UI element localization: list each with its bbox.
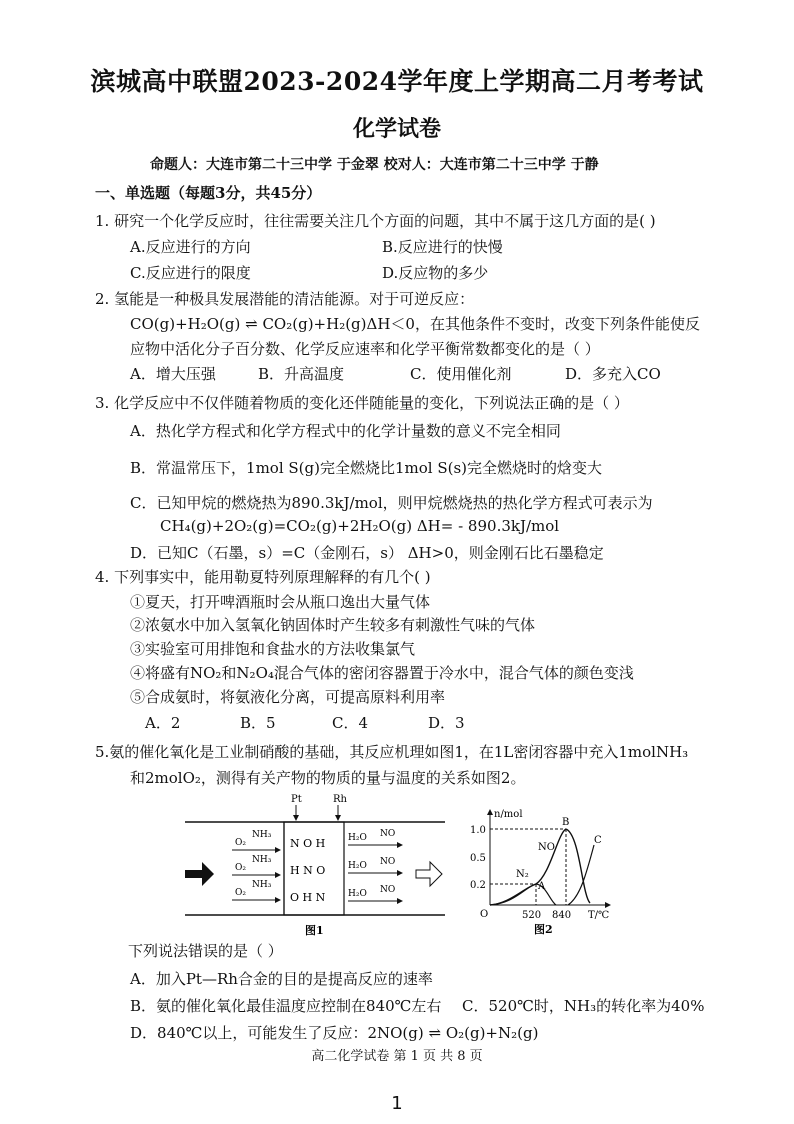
x-tick-520: 520	[522, 910, 542, 921]
q3-option-c: C．已知甲烷的燃烧热为890.3kJ/mol，则甲烷燃烧热的热化学方程式可表示为	[130, 494, 653, 512]
q1-option-d: D.反应物的多少	[382, 264, 489, 282]
q3-option-a: A．热化学方程式和化学方程式中的化学计量数的意义不完全相同	[130, 422, 561, 440]
point-a-label: A	[538, 881, 546, 892]
q1-option-b: B.反应进行的快慢	[382, 238, 503, 256]
y-axis-label: n/mol	[494, 809, 523, 820]
reactant-group-1	[232, 830, 280, 850]
page-title: 滨城高中联盟2023-2024学年度上学期高二月考考试	[90, 67, 704, 96]
q4-option-b: B．5	[240, 714, 276, 732]
reactant-group-3	[232, 880, 280, 900]
nh3-label: NH₃	[252, 855, 272, 865]
h2o-label: H₂O	[348, 833, 367, 843]
q2-option-c: C．使用催化剂	[410, 365, 512, 383]
point-c-label: C	[594, 835, 602, 846]
reactant-group-2	[232, 855, 280, 875]
q2-option-a: A．增大压强	[130, 365, 216, 383]
catalyst-row-2: H N O	[290, 864, 326, 877]
figure-1-caption: 图1	[305, 924, 324, 937]
q5-stem: 5.氨的催化氧化是工业制硝酸的基础，其反应机理如图1，在1L密闭容器中充入1molNH₃	[95, 743, 689, 761]
nh3-label: NH₃	[252, 880, 272, 890]
inlet-arrow	[185, 862, 214, 886]
q2-stem-2: 应物中活化分子百分数、化学反应速率和化学平衡常数都变化的是（ ）	[130, 340, 600, 358]
origin-label: O	[480, 909, 489, 920]
o2-label: O₂	[235, 838, 246, 848]
q4-option-d: D．3	[428, 714, 465, 732]
q4-item-5: ⑤合成氨时，将氨液化分离，可提高原料利用率	[130, 688, 446, 706]
q5-option-c: C．520℃时，NH₃的转化率为40%	[462, 997, 705, 1015]
section-heading: 一、单选题（每题3分，共45分）	[95, 184, 322, 202]
q4-item-4: ④将盛有NO₂和N₂O₄混合气体的密闭容器置于冷水中，混合气体的颜色变浅	[130, 664, 634, 682]
x-axis-label: T/℃	[588, 910, 610, 921]
q5-option-a: A．加入Pt—Rh合金的目的是提高反应的速率	[130, 970, 433, 988]
no-label: NO	[380, 829, 396, 839]
y-tick-05: 0.5	[470, 853, 486, 864]
q1-option-a: A.反应进行的方向	[130, 238, 251, 256]
product-group-3	[348, 885, 402, 901]
page-subtitle: 化学试卷	[352, 116, 441, 142]
page-footer: 高二化学试卷 第 1 页 共 8 页	[311, 1049, 483, 1064]
author-line: 命题人：大连市第二十三中学 于金翠 校对人：大连市第二十三中学 于静	[150, 157, 599, 173]
q1-stem: 1. 研究一个化学反应时，往往需要关注几个方面的问题，其中不属于这几方面的是( )	[95, 212, 656, 230]
nh3-label: NH₃	[252, 830, 272, 840]
q4-item-2: ②浓氨水中加入氢氧化钠固体时产生较多有刺激性气味的气体	[130, 616, 536, 634]
no-label: NO	[380, 885, 396, 895]
o2-label: O₂	[235, 888, 246, 898]
h2o-label: H₂O	[348, 889, 367, 899]
o2-label: O₂	[235, 863, 246, 873]
rh-label: Rh	[333, 794, 347, 805]
q3-stem: 3. 化学反应中不仅伴随着物质的变化还伴随能量的变化，下列说法正确的是（ ）	[95, 394, 629, 412]
no-curve-rising	[490, 829, 566, 905]
q3-option-b: B．常温常压下，1mol S(g)完全燃烧比1mol S(s)完全燃烧时的焓变大	[130, 459, 603, 477]
c-curve	[568, 845, 594, 905]
figure-2-caption: 图2	[534, 923, 553, 936]
q2-option-d: D．多充入CO	[565, 365, 661, 383]
x-tick-840: 840	[552, 910, 572, 921]
q4-item-1: ①夏天，打开啤酒瓶时会从瓶口逸出大量气体	[130, 593, 431, 611]
q4-option-c: C．4	[332, 714, 369, 732]
q5-option-b: B．氨的催化氧化最佳温度应控制在840℃左右	[130, 997, 442, 1015]
product-group-2	[348, 857, 402, 873]
q5-ask: 下列说法错误的是（ ）	[128, 942, 283, 960]
q3-option-d: D．已知C（石墨，s）=C（金刚石，s） ΔH>0，则金刚石比石墨稳定	[130, 544, 604, 562]
catalyst-row-1: N O H	[290, 837, 326, 850]
q3-option-c-equation: CH₄(g)+2O₂(g)=CO₂(g)+2H₂O(g) ΔH= - 890.3kJ/mol	[160, 517, 560, 535]
q2-option-b: B．升高温度	[258, 365, 345, 383]
n2-series-label: N₂	[516, 869, 529, 880]
y-tick-1: 1.0	[470, 825, 486, 836]
catalyst-row-3: O H N	[290, 891, 326, 904]
q5-stem-2: 和2molO₂，测得有关产物的物质的量与温度的关系如图2。	[130, 769, 526, 787]
outlet-arrow	[416, 862, 442, 886]
no-label: NO	[380, 857, 396, 867]
q4-stem: 4. 下列事实中，能用勒夏特列原理解释的有几个( )	[95, 568, 431, 586]
product-group-1	[348, 829, 402, 845]
q2-equation: CO(g)+H₂O(g) ⇌ CO₂(g)+H₂(g)ΔH＜0，在其他条件不变时，改变下列条件能使反	[130, 315, 700, 333]
q2-stem: 2. 氢能是一种极具发展潜能的清洁能源。对于可逆反应：	[95, 290, 475, 308]
h2o-label: H₂O	[348, 861, 367, 871]
pt-label: Pt	[291, 794, 302, 805]
q4-option-a: A．2	[145, 714, 181, 732]
no-series-label: NO	[538, 842, 555, 853]
n2-curve	[490, 884, 556, 905]
figure-2-chart	[470, 805, 620, 940]
y-tick-02: 0.2	[470, 880, 486, 891]
q1-option-c: C.反应进行的限度	[130, 264, 251, 282]
q5-option-d: D．840℃以上，可能发生了反应：2NO(g) ⇌ O₂(g)+N₂(g)	[130, 1024, 539, 1042]
figure-1-diagram	[180, 790, 450, 940]
point-b-label: B	[562, 817, 570, 828]
page-number: 1	[391, 1093, 403, 1114]
q4-item-3: ③实验室可用排饱和食盐水的方法收集氯气	[130, 640, 416, 658]
